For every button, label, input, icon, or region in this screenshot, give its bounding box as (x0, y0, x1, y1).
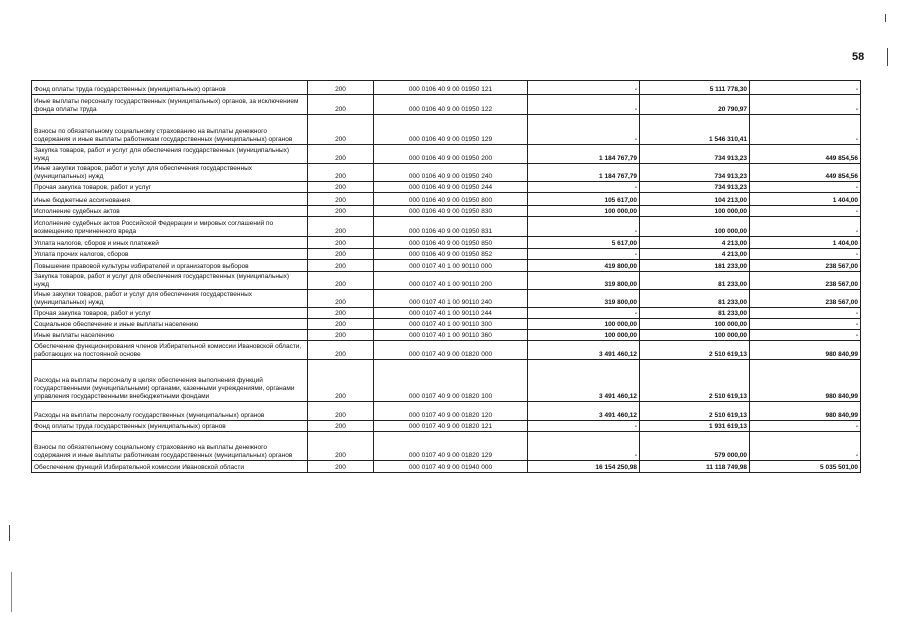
cell-unexecuted: - (750, 182, 861, 193)
cell-code: 200 (308, 330, 374, 341)
cell-name: Взносы по обязательному социальному страхованию на выплаты денежного содержания и иные выплаты работникам государственных (муниципальных) органов (32, 115, 308, 145)
table-row (32, 330, 861, 341)
table-row (32, 206, 861, 217)
cell-name: Уплата налогов, сборов и иных платежей (32, 237, 308, 249)
cell-unexecuted: - (750, 249, 861, 260)
cell-name: Закупка товаров, работ и услуг для обеспечения государственных (муниципальных) нужд (32, 272, 308, 290)
cell-approved: 3 491 460,12 (528, 402, 640, 421)
cell-code: 200 (308, 249, 374, 260)
cell-unexecuted: - (750, 308, 861, 319)
cell-unexecuted: - (750, 330, 861, 341)
cell-kbk: 000 0106 40 9 00 01950 121 (374, 81, 528, 95)
table-row (32, 217, 861, 237)
cell-name: Уплата прочих налогов, сборов (32, 249, 308, 260)
table-row (32, 115, 861, 145)
cell-code: 200 (308, 432, 374, 461)
cell-name: Иные закупки товаров, работ и услуг для обеспечения государственных (муниципальных) нужд (32, 290, 308, 308)
cell-code: 200 (308, 421, 374, 432)
cell-name: Прочая закупка товаров, работ и услуг (32, 182, 308, 193)
cell-approved: 1 184 767,79 (528, 145, 640, 164)
cell-code: 200 (308, 164, 374, 182)
cell-unexecuted: 449 854,56 (750, 145, 861, 164)
cell-code: 200 (308, 461, 374, 473)
cell-unexecuted: - (750, 421, 861, 432)
cell-executed: 4 213,00 (640, 237, 750, 249)
cell-name: Фонд оплаты труда государственных (муниципальных) органов (32, 81, 308, 95)
cell-name: Социальное обеспечение и иные выплаты населению (32, 319, 308, 330)
cell-executed: 104 213,00 (640, 193, 750, 206)
cell-executed: 2 510 619,13 (640, 341, 750, 360)
cell-executed: 1 546 310,41 (640, 115, 750, 145)
cell-code: 200 (308, 206, 374, 217)
cell-executed: 100 000,00 (640, 217, 750, 237)
cell-kbk: 000 0107 40 9 00 01820 100 (374, 360, 528, 402)
table-row (32, 341, 861, 360)
cell-unexecuted: - (750, 81, 861, 95)
cell-name: Взносы по обязательному социальному страхованию на выплаты денежного содержания и иные выплаты работникам государственных (муниципальных) органов (32, 432, 308, 461)
cell-approved: - (528, 217, 640, 237)
cell-code: 200 (308, 95, 374, 115)
cell-code: 200 (308, 272, 374, 290)
cell-code: 200 (308, 182, 374, 193)
cell-kbk: 000 0107 40 1 00 90110 244 (374, 308, 528, 319)
cell-executed: 2 510 619,13 (640, 360, 750, 402)
table-row (32, 249, 861, 260)
cell-executed: 81 233,00 (640, 290, 750, 308)
cell-name: Расходы на выплаты персоналу в целях обеспечения выполнения функций государственными (муниципальными) органами, казенными учреждениями, органами управления государственными внебюджетными фондами (32, 360, 308, 402)
cell-name: Расходы на выплаты персоналу государственных (муниципальных) органов (32, 402, 308, 421)
scan-mark-left (9, 525, 10, 541)
table-body (32, 81, 861, 473)
table-row (32, 81, 861, 95)
cell-approved: 3 491 460,12 (528, 341, 640, 360)
cell-executed: 81 233,00 (640, 272, 750, 290)
cell-approved: 100 000,00 (528, 319, 640, 330)
cell-name: Обеспечение функций Избирательной комиссии Ивановской области (32, 461, 308, 473)
cell-executed: 5 111 778,30 (640, 81, 750, 95)
cell-name: Иные выплаты персоналу государственных (муниципальных) органов, за исключением фонда оплаты труда (32, 95, 308, 115)
cell-executed: 734 913,23 (640, 145, 750, 164)
cell-executed: 579 000,00 (640, 432, 750, 461)
cell-executed: 100 000,00 (640, 330, 750, 341)
scan-mark-left-bottom (11, 572, 12, 612)
cell-unexecuted: - (750, 206, 861, 217)
cell-approved: - (528, 115, 640, 145)
table-row (32, 461, 861, 473)
cell-executed: 1 931 619,13 (640, 421, 750, 432)
cell-unexecuted: - (750, 217, 861, 237)
cell-kbk: 000 0107 40 9 00 01940 000 (374, 461, 528, 473)
cell-approved: 319 800,00 (528, 290, 640, 308)
cell-executed: 4 213,00 (640, 249, 750, 260)
cell-executed: 734 913,23 (640, 164, 750, 182)
cell-unexecuted: 980 840,99 (750, 402, 861, 421)
table-row (32, 319, 861, 330)
cell-unexecuted: 449 854,56 (750, 164, 861, 182)
cell-kbk: 000 0106 40 9 00 01950 200 (374, 145, 528, 164)
cell-approved: 100 000,00 (528, 330, 640, 341)
cell-kbk: 000 0106 40 9 00 01950 800 (374, 193, 528, 206)
cell-executed: 100 000,00 (640, 319, 750, 330)
table-row (32, 432, 861, 461)
cell-name: Закупка товаров, работ и услуг для обеспечения государственных (муниципальных) нужд (32, 145, 308, 164)
cell-approved: - (528, 95, 640, 115)
cell-executed: 181 233,00 (640, 260, 750, 272)
cell-kbk: 000 0107 40 9 00 01820 120 (374, 402, 528, 421)
cell-executed: 2 510 619,13 (640, 402, 750, 421)
cell-approved: 105 617,00 (528, 193, 640, 206)
table-row (32, 193, 861, 206)
cell-kbk: 000 0106 40 9 00 01950 830 (374, 206, 528, 217)
cell-kbk: 000 0107 40 1 00 90110 240 (374, 290, 528, 308)
budget-execution-table (31, 80, 861, 473)
cell-approved: 319 800,00 (528, 272, 640, 290)
cell-kbk: 000 0106 40 9 00 01950 122 (374, 95, 528, 115)
cell-kbk: 000 0106 40 9 00 01950 129 (374, 115, 528, 145)
cell-unexecuted: - (750, 115, 861, 145)
cell-approved: - (528, 308, 640, 319)
cell-name: Исполнение судебных актов (32, 206, 308, 217)
cell-unexecuted: 980 840,99 (750, 360, 861, 402)
cell-unexecuted: 238 567,00 (750, 290, 861, 308)
cell-kbk: 000 0107 40 1 00 90110 300 (374, 319, 528, 330)
cell-unexecuted: 5 035 501,00 (750, 461, 861, 473)
table-row (32, 182, 861, 193)
cell-unexecuted: - (750, 95, 861, 115)
cell-approved: - (528, 81, 640, 95)
cell-code: 200 (308, 115, 374, 145)
cell-code: 200 (308, 360, 374, 402)
cell-name: Фонд оплаты труда государственных (муниципальных) органов (32, 421, 308, 432)
cell-name: Иные выплаты населению (32, 330, 308, 341)
cell-kbk: 000 0107 40 1 00 90110 200 (374, 272, 528, 290)
cell-approved: - (528, 421, 640, 432)
cell-code: 200 (308, 402, 374, 421)
cell-approved: 100 000,00 (528, 206, 640, 217)
cell-code: 200 (308, 193, 374, 206)
cell-code: 200 (308, 341, 374, 360)
cell-approved: 16 154 250,98 (528, 461, 640, 473)
table-row (32, 360, 861, 402)
cell-approved: - (528, 432, 640, 461)
cell-kbk: 000 0107 40 9 00 01820 129 (374, 432, 528, 461)
cell-kbk: 000 0107 40 9 00 01820 121 (374, 421, 528, 432)
cell-approved: - (528, 182, 640, 193)
table-row (32, 237, 861, 249)
cell-executed: 100 000,00 (640, 206, 750, 217)
table-row (32, 260, 861, 272)
cell-code: 200 (308, 145, 374, 164)
table-row (32, 421, 861, 432)
cell-kbk: 000 0106 40 9 00 01950 244 (374, 182, 528, 193)
cell-approved: - (528, 249, 640, 260)
cell-kbk: 000 0107 40 1 00 90110 360 (374, 330, 528, 341)
cell-executed: 20 790,97 (640, 95, 750, 115)
scan-mark-top-right (885, 14, 886, 22)
cell-kbk: 000 0106 40 9 00 01950 852 (374, 249, 528, 260)
scan-mark-right (887, 48, 888, 66)
cell-name: Обеспечение функционирования членов Избирательной комиссии Ивановской области, работающих на постоянной основе (32, 341, 308, 360)
cell-name: Иные закупки товаров, работ и услуг для обеспечения государственных (муниципальных) нужд (32, 164, 308, 182)
cell-unexecuted: 238 567,00 (750, 272, 861, 290)
table-row (32, 272, 861, 290)
table-row (32, 145, 861, 164)
cell-approved: 5 617,00 (528, 237, 640, 249)
table-row (32, 308, 861, 319)
cell-code: 200 (308, 260, 374, 272)
cell-executed: 81 233,00 (640, 308, 750, 319)
cell-kbk: 000 0107 40 9 00 01820 000 (374, 341, 528, 360)
cell-name: Иные бюджетные ассигнования (32, 193, 308, 206)
cell-name: Исполнение судебных актов Российской Федерации и мировых соглашений по возмещению причиненного вреда (32, 217, 308, 237)
cell-code: 200 (308, 290, 374, 308)
cell-kbk: 000 0106 40 9 00 01950 850 (374, 237, 528, 249)
table-row (32, 402, 861, 421)
cell-unexecuted: 238 567,00 (750, 260, 861, 272)
cell-executed: 11 118 749,98 (640, 461, 750, 473)
cell-code: 200 (308, 237, 374, 249)
cell-kbk: 000 0106 40 9 00 01950 831 (374, 217, 528, 237)
cell-code: 200 (308, 319, 374, 330)
cell-name: Повышение правовой культуры избирателей и организаторов выборов (32, 260, 308, 272)
table-row (32, 290, 861, 308)
cell-approved: 1 184 767,79 (528, 164, 640, 182)
cell-kbk: 000 0106 40 9 00 01950 240 (374, 164, 528, 182)
cell-approved: 3 491 460,12 (528, 360, 640, 402)
cell-code: 200 (308, 308, 374, 319)
table-row (32, 164, 861, 182)
cell-unexecuted: - (750, 432, 861, 461)
cell-unexecuted: - (750, 319, 861, 330)
cell-name: Прочая закупка товаров, работ и услуг (32, 308, 308, 319)
table-row (32, 95, 861, 115)
cell-code: 200 (308, 81, 374, 95)
cell-code: 200 (308, 217, 374, 237)
page-number: 58 (852, 51, 865, 63)
cell-approved: 419 800,00 (528, 260, 640, 272)
cell-unexecuted: 1 404,00 (750, 193, 861, 206)
cell-unexecuted: 980 840,99 (750, 341, 861, 360)
cell-kbk: 000 0107 40 1 00 90110 000 (374, 260, 528, 272)
cell-unexecuted: 1 404,00 (750, 237, 861, 249)
cell-executed: 734 913,23 (640, 182, 750, 193)
